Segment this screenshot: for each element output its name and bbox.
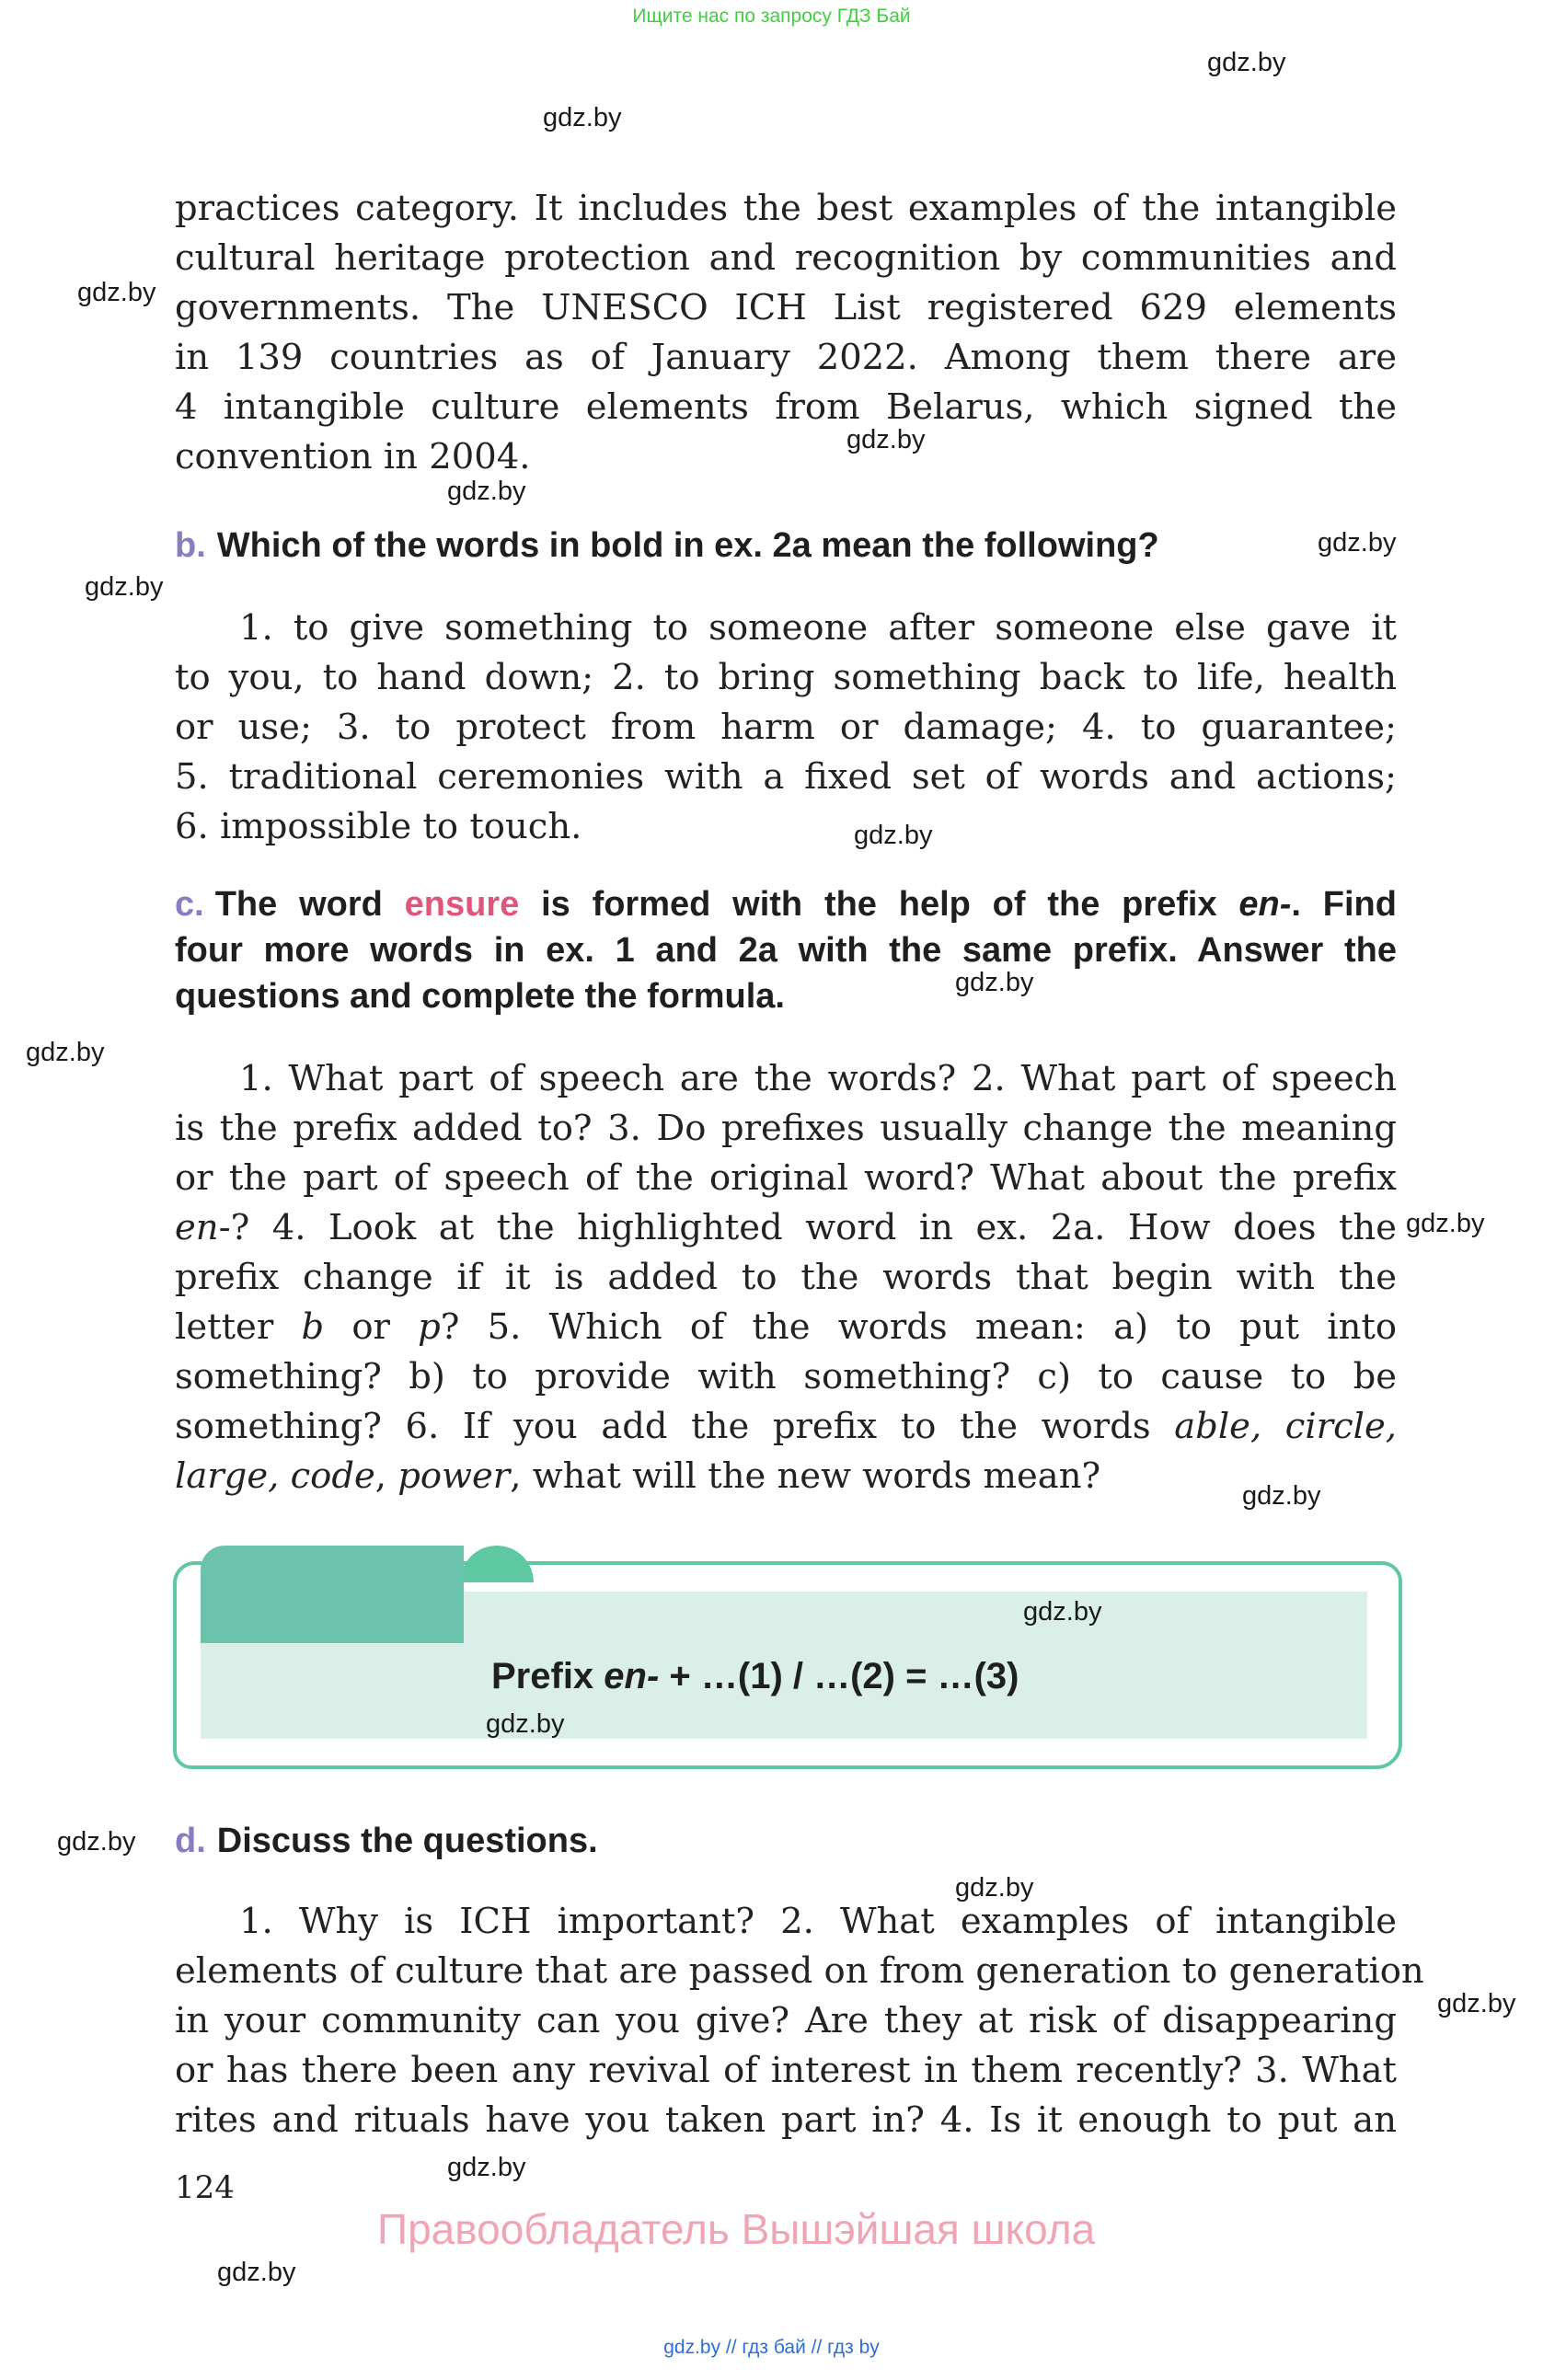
- text-line: [175, 1452, 1397, 1501]
- italic-words: power: [397, 1455, 511, 1497]
- text-line: rites and rituals have you taken part in? 4. Is it enough to put an: [175, 2099, 1397, 2141]
- intro-paragraph: [175, 184, 1397, 482]
- text-line: cultural heritage protection and recognition by communities and: [175, 237, 1397, 279]
- task-letter: d.: [175, 1822, 206, 1860]
- text-line: governments. The UNESCO ICH List registered 629 elements: [175, 287, 1397, 328]
- text-line: 1. to give something to someone after someone else gave it: [239, 607, 1397, 649]
- watermark: gdz.by: [955, 1873, 1034, 1903]
- text-line: 5. traditional ceremonies with a fixed set of words and actions;: [175, 756, 1397, 798]
- text-line: or use; 3. to protect from harm or damage; 4. to guarantee;: [175, 707, 1397, 748]
- text-line: [175, 1402, 1397, 1452]
- formula-label: Prefix: [491, 1656, 605, 1696]
- watermark: gdz.by: [1242, 1481, 1321, 1511]
- watermark: gdz.by: [26, 1038, 105, 1067]
- top-banner[interactable]: Ищите нас по запросу ГДЗ Бай: [632, 6, 911, 27]
- task-letter: b.: [175, 526, 206, 565]
- watermark: gdz.by: [1207, 48, 1286, 77]
- text-line: practices category. It includes the best examples of the intangible: [175, 188, 1397, 229]
- text-line: or the part of speech of the original word? What about the prefix: [175, 1157, 1397, 1199]
- italic-words: able, circle,: [1174, 1406, 1397, 1447]
- task-text: The word: [214, 885, 405, 924]
- text-line: or has there been any revival of interest in them recently? 3. What: [175, 2050, 1397, 2091]
- watermark: gdz.by: [217, 2258, 296, 2287]
- task-text: . Find: [1291, 885, 1397, 924]
- text-segment: or: [324, 1306, 419, 1348]
- text-segment: -? 4. Look at the highlighted word in ex. 2a. How does the: [218, 1207, 1397, 1248]
- text-line: 1. Why is ICH important? 2. What examples of intangible: [239, 1901, 1397, 1942]
- watermark: gdz.by: [57, 1827, 136, 1857]
- italic-letter: p: [418, 1306, 441, 1348]
- text-line: something? b) to provide with something? c) to cause to be: [175, 1356, 1397, 1397]
- watermark: gdz.by: [955, 968, 1034, 997]
- task-text: four more words in ex. 1 and 2a with the same prefix. Answer the: [175, 931, 1397, 970]
- watermark: gdz.by: [1318, 528, 1397, 558]
- watermark: gdz.by: [1437, 1989, 1516, 2018]
- highlighted-word: ensure: [404, 885, 520, 924]
- formula-box-tab: [201, 1546, 464, 1643]
- text-line: [175, 1303, 1397, 1352]
- text-line: in 139 countries as of January 2022. Among them there are: [175, 337, 1397, 378]
- watermark: gdz.by: [854, 821, 933, 850]
- formula-prefix: en-: [604, 1656, 660, 1696]
- text-line: elements of culture that are passed on from generation to generation: [175, 1950, 1424, 1992]
- watermark: gdz.by: [1406, 1209, 1485, 1238]
- page-number: 124: [175, 2169, 235, 2206]
- task-instruction: Discuss the questions.: [216, 1822, 598, 1860]
- watermark: gdz.by: [543, 103, 622, 132]
- text-line: to you, to hand down; 2. to bring something back to life, health: [175, 657, 1397, 698]
- task-d-heading: [175, 1818, 1397, 1864]
- task-letter: c.: [175, 885, 204, 924]
- task-text: questions and complete the formula.: [175, 977, 785, 1016]
- text-line: prefix change if it is added to the words that begin with the: [175, 1257, 1397, 1298]
- text-line: 6. impossible to touch.: [175, 806, 582, 847]
- watermark: gdz.by: [77, 278, 156, 307]
- watermark: gdz.by: [486, 1709, 565, 1739]
- text-line: convention in 2004.: [175, 436, 531, 477]
- text-segment: , what will the new words mean?: [510, 1455, 1101, 1497]
- task-text: is formed with the help of the prefix: [519, 885, 1239, 924]
- italic-prefix: en: [175, 1207, 219, 1248]
- task-b-heading: [175, 523, 1397, 569]
- task-c-heading: [175, 881, 1397, 1019]
- watermark: gdz.by: [1023, 1597, 1102, 1627]
- italic-letter: b: [301, 1306, 325, 1348]
- italic-words: large, code: [175, 1455, 375, 1497]
- watermark: gdz.by: [447, 2153, 526, 2182]
- task-b-body: [175, 604, 1397, 852]
- prefix-text: en-: [1238, 885, 1292, 924]
- text-line: in your community can you give? Are they at risk of disappearing: [175, 2000, 1397, 2041]
- watermark: gdz.by: [846, 425, 926, 454]
- task-d-body: [175, 1897, 1424, 2145]
- text-segment: ,: [374, 1455, 398, 1497]
- watermark: gdz.by: [447, 477, 526, 506]
- text-line: 4 intangible culture elements from Belarus, which signed the: [175, 386, 1397, 428]
- text-segment: ? 5. Which of the words mean: a) to put into: [440, 1306, 1398, 1348]
- text-line: [175, 1203, 1397, 1253]
- formula-rest: + …(1) / …(2) = …(3): [659, 1656, 1019, 1696]
- text-line: 1. What part of speech are the words? 2. What part of speech: [239, 1058, 1397, 1099]
- copyright-notice: Правообладатель Вышэйшая школа: [377, 2205, 1096, 2253]
- task-c-body: [175, 1054, 1397, 1501]
- text-segment: something? 6. If you add the prefix to the words: [175, 1406, 1175, 1447]
- task-instruction: Which of the words in bold in ex. 2a mean the following?: [216, 526, 1159, 565]
- footer-links[interactable]: gdz.by // гдз бай // гдз by: [663, 2337, 880, 2358]
- text-segment: letter: [175, 1306, 302, 1348]
- formula-text: [201, 1656, 1411, 1697]
- text-line: is the prefix added to? 3. Do prefixes usually change the meaning: [175, 1108, 1397, 1149]
- watermark: gdz.by: [85, 572, 164, 602]
- formula-box-tab-bump: [460, 1546, 534, 1582]
